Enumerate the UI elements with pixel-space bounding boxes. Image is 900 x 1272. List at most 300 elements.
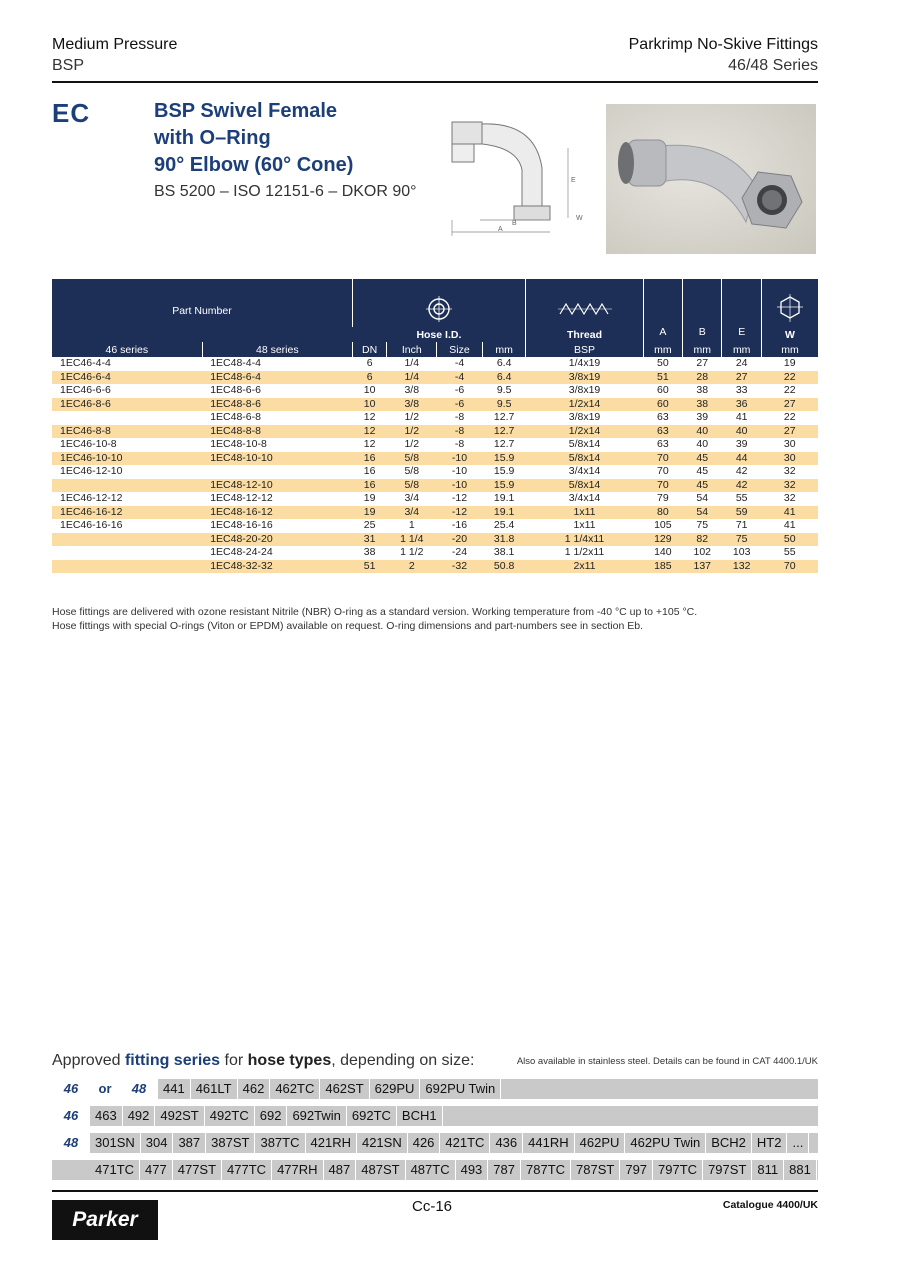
table-cell: 70 <box>761 560 818 574</box>
table-cell: 45 <box>683 452 722 466</box>
hose-type-item: 477TC <box>222 1160 272 1180</box>
table-cell: 1/2 <box>387 425 437 439</box>
note-line: Hose fittings with special O-rings (Viton or EPDM) available on request. O-ring dimensions and part-numbers see in section Eb. <box>52 619 643 632</box>
table-cell: 1/4 <box>387 371 437 385</box>
header-section: Medium Pressure <box>52 36 178 53</box>
table-cell: -4 <box>437 357 483 371</box>
approved-heading-emphasis: hose types <box>247 1052 332 1069</box>
header-subsection: BSP <box>52 57 85 74</box>
hose-types-list <box>90 1108 443 1123</box>
table-cell: 1EC48-4-4 <box>202 357 352 371</box>
table-cell: 5/8 <box>387 479 437 493</box>
table-body <box>52 357 818 573</box>
notes <box>52 606 697 633</box>
table-cell: 33 <box>722 384 761 398</box>
table-cell: 22 <box>761 384 818 398</box>
table-cell: 70 <box>643 465 682 479</box>
hose-type-item: 426 <box>408 1133 441 1153</box>
table-cell: 1EC48-16-12 <box>202 506 352 520</box>
table-cell: 6.4 <box>482 357 526 371</box>
table-cell: 51 <box>352 560 386 574</box>
subheader-cell: mm <box>722 342 761 357</box>
table-cell: 1EC46-8-6 <box>52 398 202 412</box>
hose-type-item: 811 <box>752 1160 784 1180</box>
hose-row-46 <box>52 1106 818 1126</box>
table-cell: 51 <box>643 371 682 385</box>
hose-type-item: 797 <box>620 1160 653 1180</box>
table-cell: -12 <box>437 506 483 520</box>
table-row <box>52 479 818 493</box>
table-cell: 75 <box>683 519 722 533</box>
fitting-product-photo <box>606 104 816 254</box>
table-cell: 103 <box>722 546 761 560</box>
table-cell: 27 <box>761 425 818 439</box>
table-cell: 80 <box>643 506 682 520</box>
table-cell: 3/4 <box>387 506 437 520</box>
hose-type-item: 462ST <box>320 1079 369 1099</box>
series-48-tag: 48 <box>52 1133 90 1153</box>
hose-type-item: 492 <box>123 1106 156 1126</box>
dimension-label-b: B <box>512 220 517 227</box>
table-cell <box>52 533 202 547</box>
product-title-line1: BSP Swivel Female <box>154 100 338 122</box>
table-cell: 41 <box>761 506 818 520</box>
table-cell: 27 <box>722 371 761 385</box>
table-cell: 63 <box>643 425 682 439</box>
table-cell: 1/2 <box>387 438 437 452</box>
table-cell: -4 <box>437 371 483 385</box>
table-cell: 30 <box>761 452 818 466</box>
header-product-line: Parkrimp No-Skive Fittings <box>628 36 818 53</box>
table-cell: 1/4 <box>387 357 437 371</box>
table-cell: 1x11 <box>526 519 643 533</box>
table-cell: 1EC48-10-10 <box>202 452 352 466</box>
table-cell <box>52 546 202 560</box>
header-a: A <box>643 279 682 342</box>
catalogue-number: Catalogue 4400/UK <box>722 1199 818 1211</box>
table-cell: -32 <box>437 560 483 574</box>
hose-type-item: 477RH <box>272 1160 323 1180</box>
table-cell: 1/4x19 <box>526 357 643 371</box>
table-cell: 1EC48-12-12 <box>202 492 352 506</box>
table-cell: 32 <box>761 465 818 479</box>
table-cell: 71 <box>722 519 761 533</box>
table-cell: 32 <box>761 479 818 493</box>
table-cell: 1EC48-6-8 <box>202 411 352 425</box>
table-cell: 1EC46-12-12 <box>52 492 202 506</box>
table-cell: 1EC48-12-10 <box>202 479 352 493</box>
table-cell: 40 <box>722 425 761 439</box>
table-cell: 38.1 <box>482 546 526 560</box>
hose-type-item: 462PU Twin <box>625 1133 706 1153</box>
hose-types-list <box>90 1135 809 1150</box>
table-cell: 70 <box>643 479 682 493</box>
footer-rule <box>52 1190 818 1192</box>
product-title-line2: with O–Ring <box>154 127 271 149</box>
table-cell: 3/8 <box>387 384 437 398</box>
table-cell: 1EC48-8-6 <box>202 398 352 412</box>
subheader-cell: DN <box>352 342 386 357</box>
dimension-label-w: W <box>576 215 583 222</box>
table-cell: -8 <box>437 438 483 452</box>
table-row <box>52 492 818 506</box>
table-cell: 12 <box>352 411 386 425</box>
table-cell: -16 <box>437 519 483 533</box>
table-row <box>52 384 818 398</box>
table-cell: 28 <box>683 371 722 385</box>
table-cell: 5/8x14 <box>526 479 643 493</box>
table-cell <box>202 465 352 479</box>
table-row <box>52 506 818 520</box>
table-cell: 22 <box>761 411 818 425</box>
table-cell: 1EC46-6-4 <box>52 371 202 385</box>
hose-type-item: 421TC <box>440 1133 490 1153</box>
header-w: W <box>761 327 818 342</box>
table-cell: 39 <box>722 438 761 452</box>
table-row <box>52 438 818 452</box>
table-cell: 1 1/2x11 <box>526 546 643 560</box>
header-b: B <box>683 279 722 342</box>
table-cell: 185 <box>643 560 682 574</box>
table-cell: 70 <box>643 452 682 466</box>
table-cell: -8 <box>437 411 483 425</box>
table-cell: 140 <box>643 546 682 560</box>
table-cell: 50 <box>761 533 818 547</box>
table-cell: 60 <box>643 398 682 412</box>
hose-type-item: 441 <box>158 1079 191 1099</box>
hose-type-item: 304 <box>141 1133 174 1153</box>
table-cell: -8 <box>437 425 483 439</box>
table-cell: 1 1/4x11 <box>526 533 643 547</box>
table-cell: 3/8 <box>387 398 437 412</box>
hose-type-item: BCH1 <box>397 1106 443 1126</box>
page-number: Cc-16 <box>412 1198 453 1215</box>
table-cell: 19 <box>761 357 818 371</box>
table-cell: 27 <box>683 357 722 371</box>
table-cell: 63 <box>643 438 682 452</box>
header-w-icon <box>761 279 818 327</box>
hose-row-46-or-48 <box>52 1079 818 1099</box>
subheader-cell: 46 series <box>52 342 202 357</box>
hose-type-item: ... <box>787 1133 809 1153</box>
header-hose-id-icon <box>352 279 526 327</box>
table-cell: 1EC46-6-6 <box>52 384 202 398</box>
table-cell: -10 <box>437 465 483 479</box>
table-cell: -6 <box>437 398 483 412</box>
table-cell: 12.7 <box>482 425 526 439</box>
table-cell: 38 <box>683 398 722 412</box>
hose-type-item: 787 <box>488 1160 521 1180</box>
hex-nut-icon <box>777 294 803 322</box>
table-cell: 50.8 <box>482 560 526 574</box>
table-cell: 129 <box>643 533 682 547</box>
hose-type-item: 797ST <box>703 1160 752 1180</box>
table-cell: 3/8x19 <box>526 384 643 398</box>
hose-type-item: 492ST <box>155 1106 204 1126</box>
table-cell: 24 <box>722 357 761 371</box>
header-hose-id: Hose I.D. <box>352 327 526 342</box>
table-cell: 25.4 <box>482 519 526 533</box>
table-cell: -24 <box>437 546 483 560</box>
hose-type-item: 787ST <box>571 1160 620 1180</box>
table-cell: 1EC48-10-8 <box>202 438 352 452</box>
table-cell: 5/8x14 <box>526 452 643 466</box>
hose-type-item: 493 <box>456 1160 489 1180</box>
table-cell: 12.7 <box>482 411 526 425</box>
table-cell: 39 <box>683 411 722 425</box>
hose-type-item: 487ST <box>356 1160 405 1180</box>
dimension-label-e: E <box>571 177 576 184</box>
hose-type-item: 629PU <box>370 1079 421 1099</box>
approved-heading <box>52 1052 474 1070</box>
hose-type-item: 692TC <box>347 1106 397 1126</box>
table-cell: 3/4x14 <box>526 492 643 506</box>
hose-type-item: 462PU <box>575 1133 626 1153</box>
table-cell: 1EC46-4-4 <box>52 357 202 371</box>
header-thread: Thread <box>526 327 643 342</box>
table-cell: 31 <box>352 533 386 547</box>
header-thread-icon <box>526 279 643 327</box>
table-row <box>52 519 818 533</box>
table-cell: 102 <box>683 546 722 560</box>
table-cell: 6 <box>352 357 386 371</box>
table-cell: 63 <box>643 411 682 425</box>
table-cell: 1EC46-16-12 <box>52 506 202 520</box>
table-cell: 1/2 <box>387 411 437 425</box>
series-48-tag: 48 <box>120 1079 158 1099</box>
table-cell: 41 <box>761 519 818 533</box>
table-cell: 42 <box>722 465 761 479</box>
table-cell: 3/8x19 <box>526 371 643 385</box>
table-cell: 10 <box>352 398 386 412</box>
hose-type-item: HT2 <box>752 1133 788 1153</box>
table-cell: 15.9 <box>482 479 526 493</box>
subheader-cell: 48 series <box>202 342 352 357</box>
hose-types-list <box>158 1081 501 1096</box>
hose-type-item: 462 <box>238 1079 271 1099</box>
hose-type-item: 461LT <box>191 1079 238 1099</box>
table-cell: 1EC48-6-4 <box>202 371 352 385</box>
stainless-availability-note: Also available in stainless steel. Details can be found in CAT 4400.1/UK <box>516 1056 818 1067</box>
subheader-cell: BSP <box>526 342 643 357</box>
hose-type-item: 692Twin <box>287 1106 346 1126</box>
hose-type-item: 477ST <box>173 1160 222 1180</box>
table-cell: 40 <box>683 425 722 439</box>
hose-type-item: 477 <box>140 1160 173 1180</box>
table-row <box>52 465 818 479</box>
table-cell: 59 <box>722 506 761 520</box>
table-cell: 1EC46-16-16 <box>52 519 202 533</box>
table-cell: 31.8 <box>482 533 526 547</box>
approved-heading-text: for <box>220 1052 248 1069</box>
subheader-cell: mm <box>683 342 722 357</box>
table-cell: 25 <box>352 519 386 533</box>
table-cell: 1/2x14 <box>526 398 643 412</box>
table-cell: 1EC46-12-10 <box>52 465 202 479</box>
table-cell: 1EC48-32-32 <box>202 560 352 574</box>
hose-type-item: 387TC <box>255 1133 305 1153</box>
table-row <box>52 371 818 385</box>
table-cell: 5/8 <box>387 465 437 479</box>
table-cell: 16 <box>352 479 386 493</box>
product-standard: BS 5200 – ISO 12151-6 – DKOR 90° <box>154 183 417 200</box>
table-row <box>52 546 818 560</box>
hose-row-48-continued <box>52 1160 818 1180</box>
table-cell: -10 <box>437 452 483 466</box>
table-cell: 10 <box>352 384 386 398</box>
table-row <box>52 452 818 466</box>
table-cell: 19.1 <box>482 492 526 506</box>
series-46-tag: 46 <box>52 1079 90 1099</box>
series-46-tag: 46 <box>52 1106 90 1126</box>
table-cell: 12 <box>352 438 386 452</box>
table-cell: 9.5 <box>482 398 526 412</box>
table-cell: 22 <box>761 371 818 385</box>
table-subheader-row <box>52 342 818 357</box>
table-cell: -20 <box>437 533 483 547</box>
table-cell: 9.5 <box>482 384 526 398</box>
table-cell: 1EC46-10-10 <box>52 452 202 466</box>
table-cell: 45 <box>683 479 722 493</box>
table-cell: 16 <box>352 452 386 466</box>
dimension-label-a: A <box>498 226 503 233</box>
hose-type-item: 421RH <box>306 1133 357 1153</box>
table-cell: 1EC46-10-8 <box>52 438 202 452</box>
table-cell: 132 <box>722 560 761 574</box>
table-cell: 75 <box>722 533 761 547</box>
table-cell: 1EC48-20-20 <box>202 533 352 547</box>
subheader-cell: Size <box>437 342 483 357</box>
table-cell: 19 <box>352 492 386 506</box>
table-cell: 2 <box>387 560 437 574</box>
table-cell: -10 <box>437 479 483 493</box>
part-number-table <box>52 279 818 573</box>
table-cell: 45 <box>683 465 722 479</box>
table-cell: 15.9 <box>482 452 526 466</box>
table-row <box>52 357 818 371</box>
hose-type-item: 492TC <box>205 1106 255 1126</box>
table-cell: 19.1 <box>482 506 526 520</box>
header-rule <box>52 81 818 83</box>
table-cell: 5/8 <box>387 452 437 466</box>
table-cell: 38 <box>683 384 722 398</box>
table-cell: 42 <box>722 479 761 493</box>
table-cell: 6.4 <box>482 371 526 385</box>
table-cell: 82 <box>683 533 722 547</box>
table-cell: 1 <box>387 519 437 533</box>
subheader-cell: Inch <box>387 342 437 357</box>
table-cell: 32 <box>761 492 818 506</box>
table-cell: 55 <box>761 546 818 560</box>
approved-heading-text: , depending on size: <box>331 1052 475 1069</box>
hose-type-item: 441RH <box>523 1133 574 1153</box>
table-row <box>52 398 818 412</box>
table-cell: 40 <box>683 438 722 452</box>
hose-type-item: 436 <box>490 1133 523 1153</box>
table-cell: 137 <box>683 560 722 574</box>
table-cell: 16 <box>352 465 386 479</box>
header-e: E <box>722 279 761 342</box>
table-cell: 1EC48-16-16 <box>202 519 352 533</box>
table-cell: 12 <box>352 425 386 439</box>
table-cell: 6 <box>352 371 386 385</box>
table-cell: 3/8x19 <box>526 411 643 425</box>
table-cell: 19 <box>352 506 386 520</box>
hose-cross-section-icon <box>426 296 452 322</box>
subheader-cell: mm <box>482 342 526 357</box>
approved-heading-emphasis: fitting series <box>124 1052 221 1069</box>
thread-profile-icon <box>558 300 612 318</box>
table-cell: 44 <box>722 452 761 466</box>
table-cell: 27 <box>761 398 818 412</box>
table-cell: 3/4 <box>387 492 437 506</box>
subheader-cell: mm <box>761 342 818 357</box>
table-cell: 60 <box>643 384 682 398</box>
table-cell: 3/4x14 <box>526 465 643 479</box>
hose-type-item: 692PU Twin <box>420 1079 501 1099</box>
table-row <box>52 560 818 574</box>
table-cell: 38 <box>352 546 386 560</box>
table-cell: 41 <box>722 411 761 425</box>
table-row <box>52 411 818 425</box>
table-cell <box>52 411 202 425</box>
table-cell: 105 <box>643 519 682 533</box>
table-cell: 1EC48-8-8 <box>202 425 352 439</box>
table-cell: -12 <box>437 492 483 506</box>
hose-type-item: 787TC <box>521 1160 571 1180</box>
table-cell: 30 <box>761 438 818 452</box>
table-cell: 36 <box>722 398 761 412</box>
table-row <box>52 533 818 547</box>
hose-types-list <box>90 1162 817 1177</box>
hose-type-item: 692 <box>255 1106 288 1126</box>
table-cell: 12.7 <box>482 438 526 452</box>
table-cell: 79 <box>643 492 682 506</box>
hose-type-item: 463 <box>90 1106 123 1126</box>
hose-type-item: 487TC <box>406 1160 456 1180</box>
table-cell <box>52 560 202 574</box>
hose-type-item: 387ST <box>206 1133 255 1153</box>
table-cell: 1EC46-8-8 <box>52 425 202 439</box>
hose-type-item: 421SN <box>357 1133 408 1153</box>
table-cell: 15.9 <box>482 465 526 479</box>
note-line: Hose fittings are delivered with ozone resistant Nitrile (NBR) O-ring as a standard version. Working temperature from -40 °C up to +105 °C. <box>52 606 698 618</box>
hose-type-item: 881 <box>784 1160 817 1180</box>
header-series: 46/48 Series <box>728 57 818 74</box>
table-cell: -6 <box>437 384 483 398</box>
table-cell: 5/8x14 <box>526 438 643 452</box>
table-row <box>52 425 818 439</box>
hose-type-item: 797TC <box>653 1160 703 1180</box>
hose-type-item: 487 <box>324 1160 357 1180</box>
header-part-number: Part Number <box>52 279 352 342</box>
subheader-cell: mm <box>643 342 682 357</box>
hose-type-item: BCH2 <box>706 1133 752 1153</box>
table-cell: 1/2x14 <box>526 425 643 439</box>
parker-logo: Parker <box>52 1200 158 1240</box>
hose-type-item: 462TC <box>270 1079 320 1099</box>
hose-type-item: 471TC <box>90 1160 140 1180</box>
fitting-technical-drawing <box>440 108 595 243</box>
hose-type-item: 387 <box>173 1133 206 1153</box>
hose-type-item: 301SN <box>90 1133 141 1153</box>
table-cell: 54 <box>683 492 722 506</box>
or-label: or <box>90 1079 120 1099</box>
product-code: EC <box>52 98 91 128</box>
table-cell: 55 <box>722 492 761 506</box>
product-title-line3: 90° Elbow (60° Cone) <box>154 154 354 176</box>
table-cell: 54 <box>683 506 722 520</box>
